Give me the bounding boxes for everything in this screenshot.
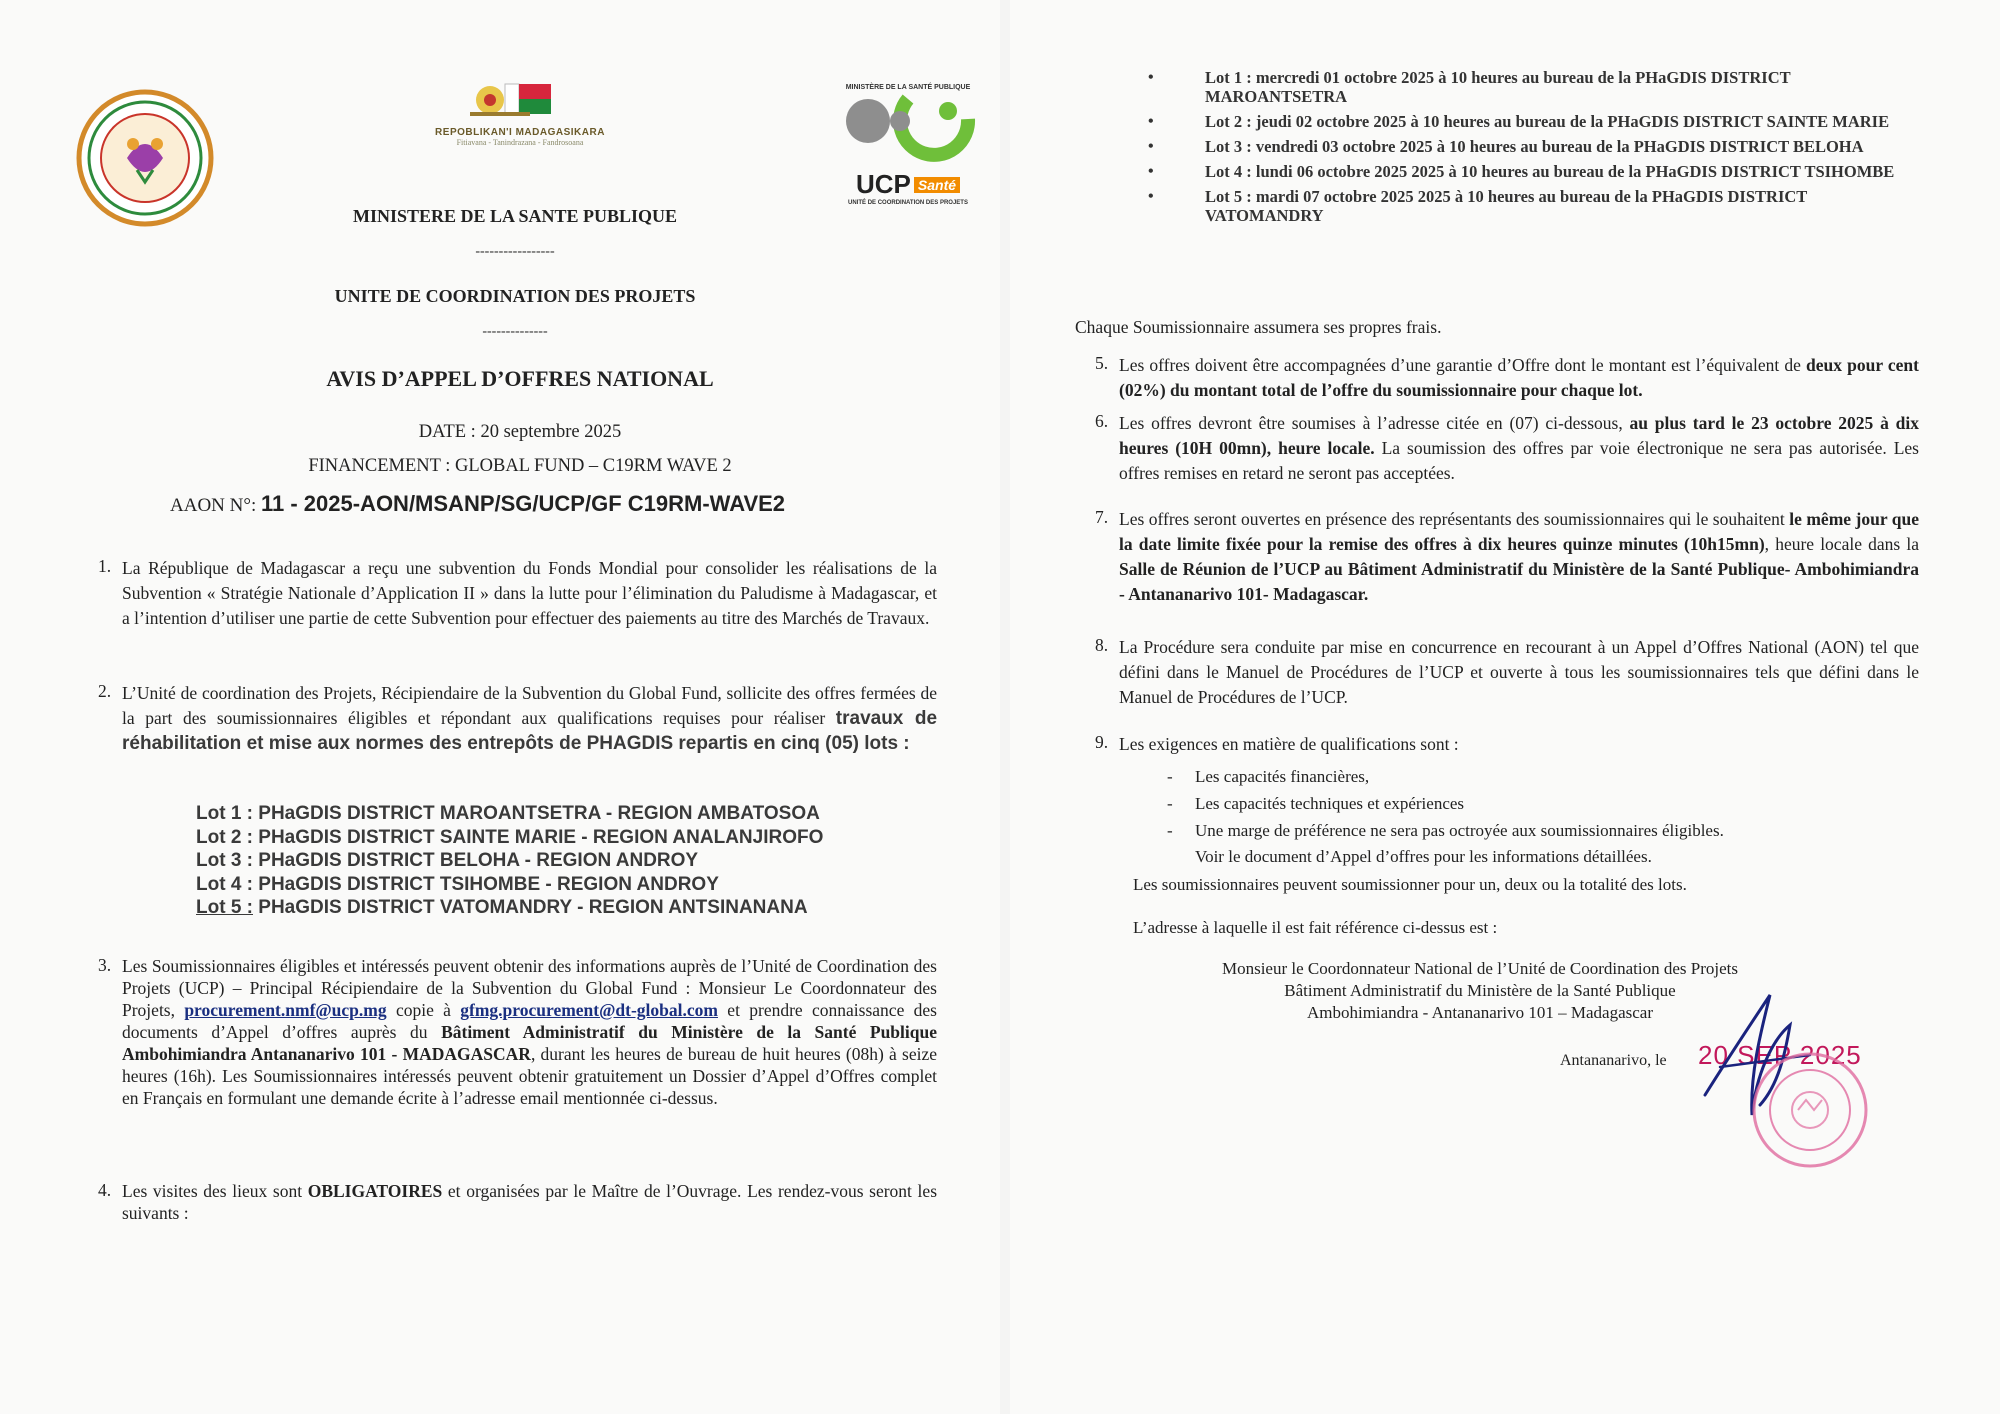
ucp-logo-sante: Santé	[914, 177, 960, 193]
address-line: Monsieur le Coordonnateur National de l’Unité de Coordination des Projets	[1221, 959, 1739, 978]
paragraph-9: Les exigences en matière de qualifications sont :	[1119, 734, 1459, 754]
paragraph-4-text-a: Les visites des lieux sont	[122, 1181, 308, 1201]
paragraph-7-text-b: , heure locale dans la	[1764, 534, 1919, 554]
paragraph-number: 1.	[98, 556, 112, 576]
republic-motto: Fitiavana - Tanindrazana - Fandrosoana	[456, 138, 584, 147]
paragraph-number: 5.	[1095, 353, 1109, 373]
paragraph-3-text-b: copie à	[386, 1000, 461, 1020]
document-date: DATE : 20 septembre 2025	[418, 422, 622, 442]
bullet-icon: •	[1148, 138, 1154, 155]
paragraph-8: La Procédure sera conduite par mise en concurrence en recourant à un Appel d’Offres National (AON) tel que défini dans le Manuel de Procédures de l’UCP et ouverte à tous les soumissionnaires tels que défini dans le Manuel de Procédures de l’UCP.	[1119, 637, 1919, 707]
aaon-label: AAON N°:	[170, 495, 257, 516]
paragraph-number: 4.	[98, 1180, 112, 1200]
visit-item	[1148, 187, 1895, 225]
place-date-label: Antananarivo, le	[1560, 1052, 1667, 1069]
ucp-logo-subtitle: UNITÉ DE COORDINATION DES PROJETS	[848, 200, 968, 206]
lot-item	[196, 896, 956, 920]
paragraph-7-text-a: Les offres seront ouvertes en présence des représentants des soumissionnaires qui le souhaitent	[1119, 509, 1790, 529]
address-intro: L’adresse à laquelle il est fait référence ci-dessus est :	[1133, 918, 1498, 937]
paragraph-5-text: Les offres doivent être accompagnées d’une garantie d’Offre dont le montant est l’équivalent de	[1119, 355, 1807, 375]
see-document-note: Voir le document d’Appel d’offres pour les informations détaillées.	[1195, 847, 1652, 866]
lots-note: Les soumissionnaires peuvent soumissionner pour un, deux ou la totalité des lots.	[1133, 875, 1687, 894]
visit-text: mardi 07 octobre 2025 2025 à 10 heures au bureau de la PHaGDIS DISTRICT VATOMANDRY	[1205, 187, 1807, 225]
paragraph-3-text-a: Les Soumissionnaires éligibles et intéressés peuvent obtenir des informations auprès de l’Unité de Coordination des Projets (UCP) – Principal Récipiendaire de la Subvention du Global Fund : Monsieur Le Coordonnateur des Projets,	[122, 956, 937, 1020]
visit-lot-label: Lot 2 :	[1205, 112, 1252, 131]
visit-item	[1148, 137, 1895, 156]
republic-name: REPOBLIKAN'I MADAGASIKARA	[435, 127, 605, 138]
qualification-item: - Une marge de préférence ne sera pas octroyée aux soumissionnaires éligibles.	[1195, 817, 1915, 844]
right-page	[1010, 0, 2000, 1414]
paragraph-5	[1119, 353, 1919, 403]
visit-item	[1148, 68, 1895, 106]
paragraph-7-venue: Salle de Réunion de l’UCP au Bâtiment Administratif du Ministère de la Santé Publique- Ambohimiandra - Antananarivo 101- Madagascar.	[1119, 559, 1919, 604]
republic-emblem	[410, 78, 630, 148]
paragraph-number: 7.	[1095, 507, 1109, 527]
lot-5-text: PHaGDIS DISTRICT VATOMANDRY - REGION ANTSINANANA	[253, 897, 808, 918]
paragraph-4-text-b: et organisées par le Maître de l’Ouvrage. Les rendez-vous seront les suivants :	[122, 1181, 937, 1223]
paragraph-number: 6.	[1095, 411, 1109, 431]
visit-lot-label: Lot 3 :	[1205, 137, 1252, 156]
paragraph-2-object: travaux de réhabilitation et mise aux normes des entrepôts de PHAGDIS repartis en cinq (05) lots :	[122, 708, 938, 754]
dash-icon: -	[1167, 767, 1173, 786]
paragraph-3-text-c: et prendre connaissance des documents d’Appel d’offres auprès du	[122, 1000, 937, 1042]
paragraph-6-deadline: au plus tard le 23 octobre 2025 à dix heures (10H 00mn), heure locale.	[1119, 413, 1919, 458]
dash-icon: -	[1167, 794, 1173, 813]
ucp-logo-icon	[838, 91, 978, 166]
document-title: AVIS D’APPEL D’OFFRES NATIONAL	[326, 366, 714, 391]
emblem-icon	[410, 78, 630, 122]
visit-item	[1148, 112, 1895, 131]
official-stamp-icon	[1750, 1050, 1870, 1170]
ministry-name: MINISTERE DE LA SANTE PUBLIQUE	[352, 206, 678, 226]
dash-icon: -	[1167, 821, 1173, 840]
ucp-logo-name: UCP	[855, 169, 911, 199]
bullet-icon: •	[1148, 163, 1154, 180]
lot-item: Lot 2 : PHaGDIS DISTRICT SAINTE MARIE - REGION ANALANJIROFO	[196, 826, 824, 848]
lot-item: Lot 3 : PHaGDIS DISTRICT BELOHA - REGION ANDROY	[196, 850, 699, 871]
qualifications-list	[1167, 763, 1915, 844]
qualification-item: - Les capacités techniques et expériences	[1195, 790, 1915, 817]
bullet-icon: •	[1148, 69, 1154, 86]
address-line: Ambohimiandra - Antananarivo 101 – Madagascar	[1306, 1003, 1654, 1022]
ucp-logo-ministry: MINISTÈRE DE LA SANTÉ PUBLIQUE	[845, 84, 971, 91]
email-link-gfmg[interactable]: gfmg.procurement@dt-global.com	[460, 1000, 718, 1020]
paragraph-5-bold: deux pour cent (02%) du montant total de l’offre du soumissionnaire pour chaque lot.	[1119, 355, 1919, 400]
paragraph-7-opening: le même jour que la date limite fixée pour la remise des offres à dix heures quinze minutes (10h15mn)	[1119, 509, 1919, 554]
visit-text: mercredi 01 octobre 2025 à 10 heures au bureau de la PHaGDIS DISTRICT MAROANTSETRA	[1205, 68, 1791, 106]
aaon-number	[170, 491, 930, 517]
financing: FINANCEMENT : GLOBAL FUND – C19RM WAVE 2	[308, 456, 732, 476]
site-visits-list	[1148, 68, 1895, 231]
address-line: Bâtiment Administratif du Ministère de la Santé Publique	[1284, 981, 1676, 1000]
stamp-date: 20 SEP 2025	[1698, 1040, 1862, 1070]
paragraph-2-text: L’Unité de coordination des Projets, Récipiendaire de la Subvention du Global Fund, sollicite des offres fermées de la part des soumissionnaires éligibles et répondant aux qualifications requises pour réaliser	[122, 683, 937, 728]
paragraph-number: 8.	[1095, 635, 1109, 655]
lot-item: Lot 4 : PHaGDIS DISTRICT TSIHOMBE - REGION ANDROY	[196, 873, 719, 895]
bullet-icon: •	[1148, 188, 1154, 205]
visit-lot-label: Lot 1 :	[1205, 68, 1252, 87]
unit-name: UNITE DE COORDINATION DES PROJETS	[334, 286, 696, 306]
paragraph-number: 9.	[1095, 732, 1109, 752]
paragraph-6	[1119, 411, 1919, 486]
paragraph-3-address: Bâtiment Administratif du Ministère de la Santé Publique Ambohimiandra Antananarivo 101 - MADAGASCAR	[122, 1022, 937, 1064]
paragraph-6-text-b: La soumission des offres par voie électronique ne sera pas autorisée. Les offres remises en retard ne seront pas acceptées.	[1119, 438, 1919, 483]
email-link-procurement[interactable]: procurement.nmf@ucp.mg	[184, 1000, 387, 1020]
paragraph-4	[122, 1180, 937, 1224]
paragraph-3-text-d: , durant les heures de bureau de huit heures (08h) à seize heures (16h). Les Soumissionnaires intéressés peuvent obtenir gratuitement un Dossier d’Appel d’Offres complet en Français en formulant une demande écrite à l’adresse email mentionnée ci-dessus.	[122, 1044, 938, 1108]
lot-item: Lot 1 : PHaGDIS DISTRICT MAROANTSETRA - REGION AMBATOSOA	[196, 803, 820, 824]
visit-text: jeudi 02 octobre 2025 à 10 heures au bureau de la PHaGDIS DISTRICT SAINTE MARIE	[1255, 112, 1890, 131]
paragraph-number: 3.	[98, 955, 112, 975]
paragraph-4-mandatory: OBLIGATOIRES	[307, 1181, 443, 1201]
visit-text: vendredi 03 octobre 2025 à 10 heures au bureau de la PHaGDIS DISTRICT BELOHA	[1255, 137, 1864, 156]
paragraph-6-text-a: Les offres devront être soumises à l’adresse citée en (07) ci-dessous,	[1119, 413, 1630, 433]
paragraph-number: 2.	[98, 681, 112, 701]
paragraph-2	[122, 681, 937, 756]
visit-text: lundi 06 octobre 2025 2025 à 10 heures au bureau de la PHaGDIS DISTRICT TSIHOMBE	[1255, 162, 1895, 181]
bullet-icon: •	[1148, 113, 1154, 130]
separator: -----------------	[475, 244, 555, 259]
visit-lot-label: Lot 4 :	[1205, 162, 1252, 181]
paragraph-1: La République de Madagascar a reçu une subvention du Fonds Mondial pour consolider les réalisations de la Subvention « Stratégie Nationale d’Application II » dans la lutte pour l’élimination du Paludisme à Madagascar, et a l’intention d’utiliser une partie de cette Subvention pour effectuer des paiements au titre des Marchés de Travaux.	[122, 558, 937, 628]
lots-list	[196, 802, 956, 920]
qualification-item: - Les capacités financières,	[1195, 763, 1915, 790]
ucp-logo	[838, 84, 978, 209]
visit-lot-label: Lot 5 :	[1205, 187, 1252, 206]
visit-item	[1148, 162, 1895, 181]
separator: --------------	[482, 324, 548, 339]
costs-note: Chaque Soumissionnaire assumera ses propres frais.	[1075, 317, 1442, 337]
paragraph-3	[122, 955, 937, 1109]
lot-5-label: Lot 5 :	[196, 897, 253, 918]
paragraph-7	[1119, 507, 1919, 607]
aaon-value: 11 - 2025-AON/MSANP/SG/UCP/GF C19RM-WAVE2	[260, 491, 786, 516]
